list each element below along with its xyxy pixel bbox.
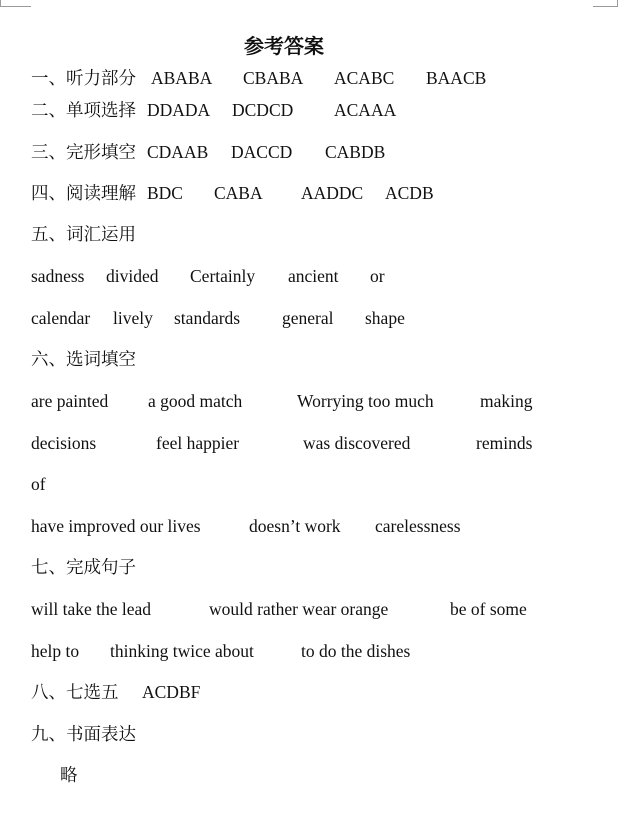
answer-group: DACCD xyxy=(231,142,293,162)
section-label: 五、词汇运用 xyxy=(31,224,136,244)
answer-word: divided xyxy=(106,266,159,286)
answer-word: ancient xyxy=(288,266,339,286)
page-corner-mark-right xyxy=(593,0,618,7)
section-label: 三、完形填空 xyxy=(31,142,136,162)
section-label: 八、七选五 xyxy=(31,682,119,702)
section-label: 四、阅读理解 xyxy=(31,183,136,203)
answer-phrase: was discovered xyxy=(303,433,411,453)
answer-group: CBABA xyxy=(243,68,304,88)
answer-group: ACABC xyxy=(334,68,395,88)
answer-group: BAACB xyxy=(426,68,487,88)
answer-group: DCDCD xyxy=(232,100,294,120)
answer-phrase: decisions xyxy=(31,433,97,453)
answer-group: DDADA xyxy=(147,100,211,120)
answer-phrase: feel happier xyxy=(156,433,240,453)
section-label: 七、完成句子 xyxy=(31,557,136,577)
answer-phrase: thinking twice about xyxy=(110,641,254,661)
page-corner-mark-left xyxy=(0,0,31,7)
answer-group: CDAAB xyxy=(147,142,209,162)
answer-group: ABABA xyxy=(151,68,213,88)
page-title: 参考答案 xyxy=(244,36,324,58)
answer-group: ACAAA xyxy=(334,100,397,120)
section-label: 一、听力部分 xyxy=(31,68,136,88)
answer-phrase: reminds xyxy=(476,433,533,453)
answer-word: or xyxy=(370,266,385,286)
answer-group: AADDC xyxy=(301,183,364,203)
answer-word: calendar xyxy=(31,308,91,328)
answer-group: BDC xyxy=(147,183,183,203)
answer-phrase: to do the dishes xyxy=(301,641,411,661)
answer-word: sadness xyxy=(31,266,85,286)
answer-phrase: would rather wear orange xyxy=(209,599,389,619)
answer-phrase: are painted xyxy=(31,391,109,411)
answer-phrase: of xyxy=(31,474,46,494)
answer-group: ACDBF xyxy=(142,682,201,702)
answer-phrase: Worrying too much xyxy=(297,391,434,411)
answer-group: CABA xyxy=(214,183,263,203)
writing-answer: 略 xyxy=(60,765,78,785)
answer-phrase: doesn’t work xyxy=(249,516,341,536)
answer-phrase: carelessness xyxy=(375,516,461,536)
section-label: 二、单项选择 xyxy=(31,100,136,120)
answer-word: lively xyxy=(113,308,153,328)
answer-group: CABDB xyxy=(325,142,386,162)
answer-word: Certainly xyxy=(190,266,256,286)
answer-word: standards xyxy=(174,308,241,328)
answer-phrase: have improved our lives xyxy=(31,516,201,536)
section-label: 九、书面表达 xyxy=(31,724,136,744)
answer-group: ACDB xyxy=(385,183,434,203)
section-label: 六、选词填空 xyxy=(31,349,136,369)
answer-word: general xyxy=(282,308,334,328)
answer-phrase: help to xyxy=(31,641,80,661)
answer-phrase: a good match xyxy=(148,391,243,411)
answer-phrase: be of some xyxy=(450,599,527,619)
answer-phrase: making xyxy=(480,391,533,411)
answer-phrase: will take the lead xyxy=(31,599,152,619)
answer-word: shape xyxy=(365,308,405,328)
